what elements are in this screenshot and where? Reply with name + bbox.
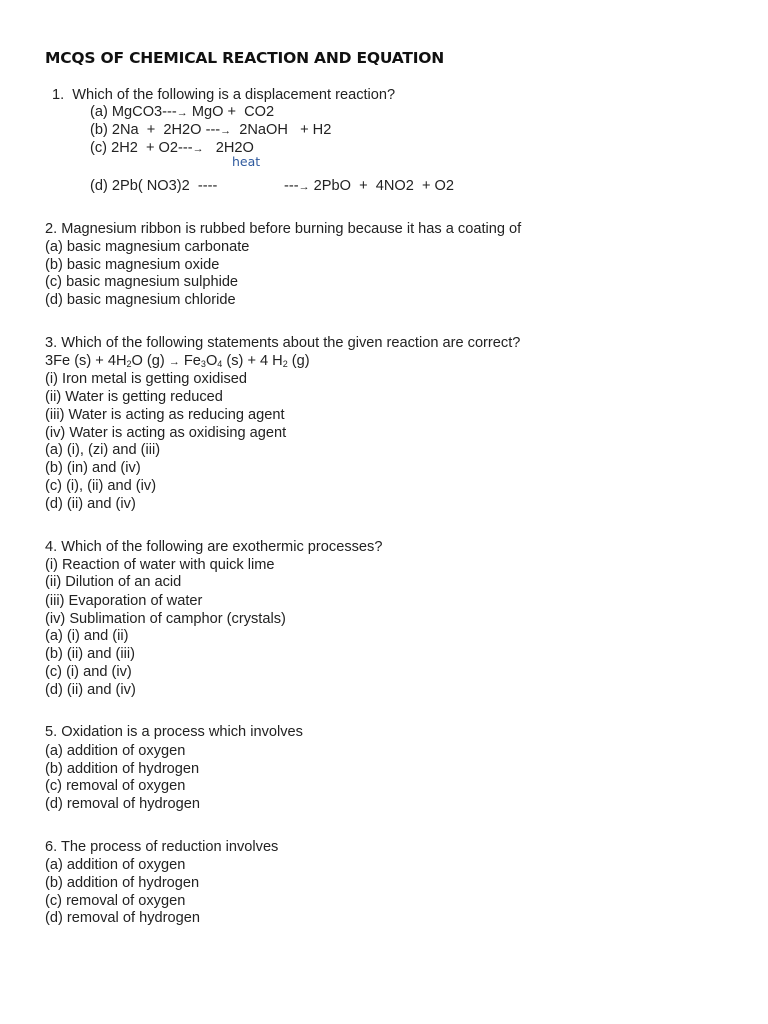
q1-stem: 1. Which of the following is a displacement reaction? xyxy=(52,87,396,103)
q4-option: (c) (i) and (iv) xyxy=(45,664,132,680)
q5-stem: 5. Oxidation is a process which involves xyxy=(45,724,303,740)
q5-option: (c) removal of oxygen xyxy=(45,778,186,794)
q5-option: (b) addition of hydrogen xyxy=(45,761,200,777)
q1-option-d-right: ---→ 2PbO + 4NO2 + O2 xyxy=(284,178,454,194)
q5-option: (d) removal of hydrogen xyxy=(45,796,200,812)
q4-statement: (iv) Sublimation of camphor (crystals) xyxy=(45,611,286,627)
q1-option-c: (c) 2H2 + O2---→ 2H2O xyxy=(90,140,254,156)
q2-stem: 2. Magnesium ribbon is rubbed before burning because it has a coating of xyxy=(45,221,522,237)
q5-option: (a) addition of oxygen xyxy=(45,743,186,759)
q3-statement: (ii) Water is getting reduced xyxy=(45,389,223,405)
q1-option-a: (a) MgCO3---→ MgO + CO2 xyxy=(90,104,275,120)
q4-statement: (iii) Evaporation of water xyxy=(45,593,203,609)
q3-statement: (iv) Water is acting as oxidising agent xyxy=(45,425,287,441)
q3-statement: (i) Iron metal is getting oxidised xyxy=(45,371,247,387)
q4-option: (d) (ii) and (iv) xyxy=(45,682,136,698)
q1-option-d-left: (d) 2Pb( NO3)2 ---- xyxy=(90,178,218,194)
q6-stem: 6. The process of reduction involves xyxy=(45,839,279,855)
q3-option: (d) (ii) and (iv) xyxy=(45,496,136,512)
q2-option: (d) basic magnesium chloride xyxy=(45,292,236,308)
q3-option: (b) (in) and (iv) xyxy=(45,460,141,476)
q6-option: (a) addition of oxygen xyxy=(45,857,186,873)
q6-option: (d) removal of hydrogen xyxy=(45,910,200,926)
q3-option: (a) (i), (zi) and (iii) xyxy=(45,442,161,458)
q4-statement: (ii) Dilution of an acid xyxy=(45,574,182,590)
q6-option: (b) addition of hydrogen xyxy=(45,875,200,891)
q4-option: (b) (ii) and (iii) xyxy=(45,646,135,662)
q6-option: (c) removal of oxygen xyxy=(45,893,186,909)
q3-statement: (iii) Water is acting as reducing agent xyxy=(45,407,285,423)
q3-stem: 3. Which of the following statements about the given reaction are correct? xyxy=(45,335,521,351)
heat-label: heat xyxy=(232,154,261,169)
q4-statement: (i) Reaction of water with quick lime xyxy=(45,557,275,573)
q4-option: (a) (i) and (ii) xyxy=(45,628,129,644)
q2-option: (b) basic magnesium oxide xyxy=(45,257,220,273)
q2-option: (c) basic magnesium sulphide xyxy=(45,274,239,290)
q3-option: (c) (i), (ii) and (iv) xyxy=(45,478,157,494)
q3-equation: 3Fe $(s) + 4H_2O$ $(g) \to Fe_3O_4$ (s) + 4 $H_2$ (g) xyxy=(45,353,310,369)
q4-stem: 4. Which of the following are exothermic processes? xyxy=(45,539,383,555)
q1-option-b: (b) 2Na + 2H2O ---→ 2NaOH + H2 xyxy=(90,122,332,138)
q2-option: (a) basic magnesium carbonate xyxy=(45,239,250,255)
page-title: MCQS OF CHEMICAL REACTION AND EQUATION xyxy=(45,49,445,67)
